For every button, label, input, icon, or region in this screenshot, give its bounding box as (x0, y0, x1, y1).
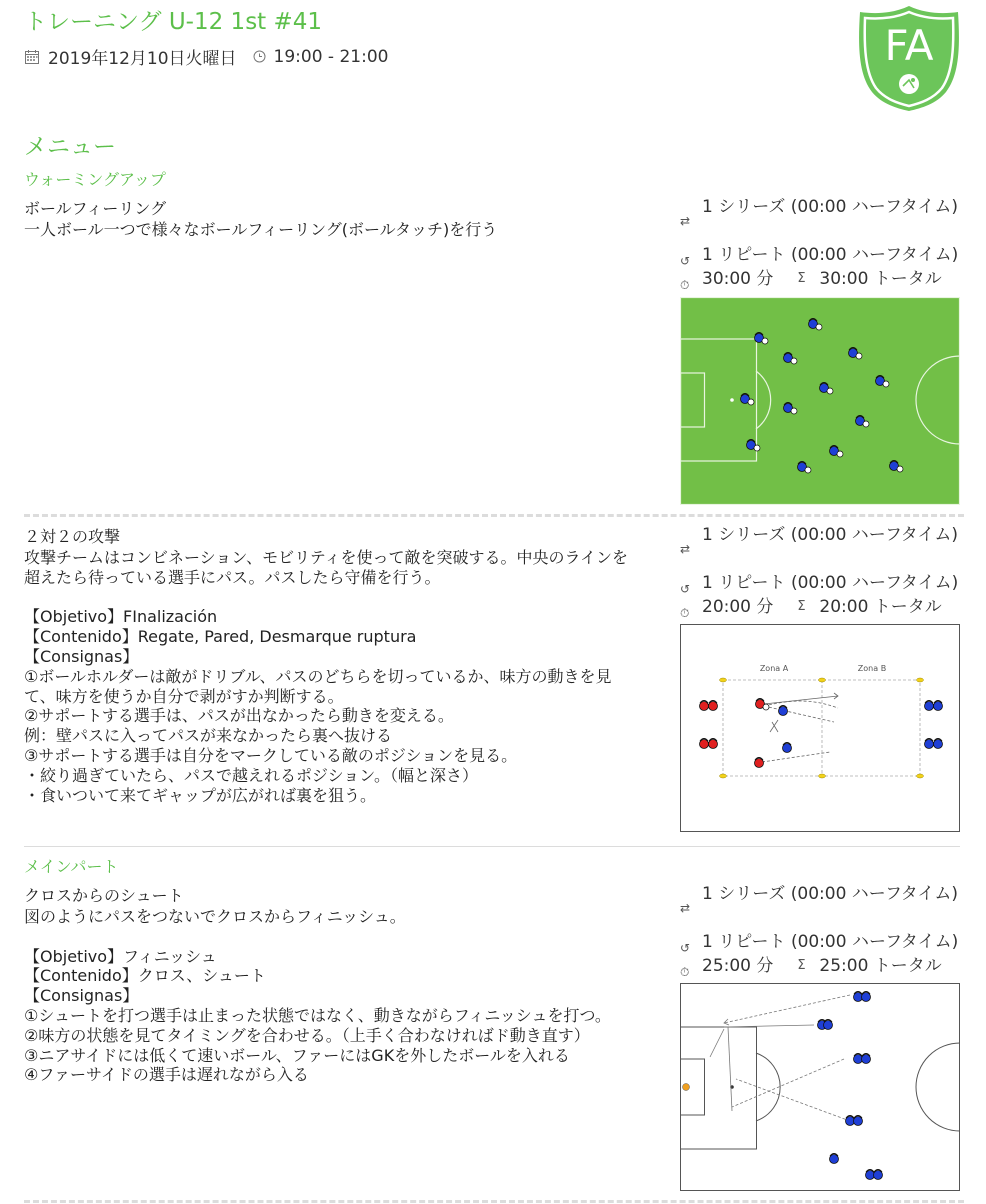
drill-title: ボールフィーリング (24, 199, 167, 218)
club-logo (856, 4, 962, 112)
drill-diagram (680, 297, 960, 505)
menu-heading: メニュー (24, 134, 116, 160)
player-marker (709, 739, 718, 749)
drill-total: 20:00 トータル (819, 597, 942, 617)
drill-diagram (680, 983, 960, 1191)
drill-duration: 20:00 分 (702, 597, 774, 617)
zone-a-label: Zona A (759, 664, 789, 673)
sigma-icon: Σ (797, 958, 806, 973)
player-marker (854, 1116, 863, 1126)
session-time: 19:00 - 21:00 (273, 46, 389, 67)
drill-duration: 25:00 分 (702, 956, 774, 976)
zone-b-label: Zona B (857, 664, 887, 673)
sigma-icon: Σ (797, 271, 806, 286)
player-marker (934, 701, 943, 711)
player-marker (700, 701, 709, 711)
player-marker (862, 992, 871, 1002)
drill-description: 図のようにパスをつないでクロスからフィニッシュ。 【Objetivo】フィニッシュ 【Contenido】クロス、シュート 【Consignas】 ①シュートを打つ選手は止まった状態ではなく、動きながらフィニッシュを打つ。 ②味方の状態を見てタイミングを合わせる。（上手く合わなければド動き直す） ③ニアサイドには低くて速いボール、ファーにはGKを外したボールを入れる ④ファーサイドの選手は遅れながら入る (24, 907, 611, 1085)
stopwatch-icon: ⏱ (680, 606, 690, 620)
drill-repeat: 1 リピート (00:00 ハーフタイム) (702, 245, 959, 265)
drill-stats (680, 524, 962, 620)
player-marker (700, 739, 709, 749)
drill-total: 25:00 トータル (819, 956, 942, 976)
player-marker (824, 1020, 833, 1030)
drill-stats (680, 883, 962, 979)
drill-title: ２対２の攻撃 (24, 527, 121, 546)
repeat-icon: ↺ (680, 941, 691, 955)
player-marker (925, 701, 934, 711)
repeat-icon: ↺ (680, 254, 691, 268)
session-meta (24, 44, 388, 69)
drill-separator (24, 1200, 964, 1203)
drill-series: 1 シリーズ (00:00 ハーフタイム) (702, 884, 959, 904)
drill-series: 1 シリーズ (00:00 ハーフタイム) (702, 525, 959, 545)
repeat-icon: ↺ (680, 582, 691, 596)
drill-repeat: 1 リピート (00:00 ハーフタイム) (702, 932, 959, 952)
drill-total: 30:00 トータル (819, 269, 942, 289)
drill-description: 一人ボール一つで様々なボールフィーリング(ボールタッチ)を行う (24, 220, 498, 239)
stopwatch-icon: ⏱ (680, 278, 690, 292)
player-marker (830, 1154, 839, 1164)
series-icon: ⇄ (680, 901, 691, 915)
clock-icon (253, 50, 266, 63)
drill-stats (680, 196, 962, 292)
player-marker (783, 743, 792, 753)
drill-diagram (680, 624, 960, 832)
player-marker (925, 739, 934, 749)
logo-text: FA (884, 21, 934, 70)
page-title: トレーニング U-12 1st #41 (24, 9, 323, 35)
stopwatch-icon: ⏱ (680, 965, 690, 979)
session-date: 2019年12月10日火曜日 (48, 49, 237, 69)
section-separator (24, 846, 960, 847)
sigma-icon: Σ (797, 599, 806, 614)
series-icon: ⇄ (680, 542, 691, 556)
series-icon: ⇄ (680, 214, 691, 228)
player-marker (709, 701, 718, 711)
player-marker (779, 706, 788, 716)
drill-separator (24, 514, 964, 517)
player-marker (934, 739, 943, 749)
drill-description: 攻撃チームはコンビネーション、モビリティを使って敵を突破する。中央のラインを超えたら待っている選手にパス。パスしたら守備を行う。 【Objetivo】FInalización 【Contenido】Regate, Pared, Desmarque ruptura 【Consignas】 ①ボールホルダーは敵がドリブル、パスのどちらを切っているか、味方の動きを見て、味方を使うか自分で剥がすか判断する。 ②サポートする選手は、パスが出なかったら動きを変える。 例：壁パスに入ってパスが来なかったら裏へ抜ける ③サポートする選手は自分をマークしている敵のポジションを見る。 ・絞り過ぎていたら、パスで越えれるポジション。（幅と深さ） ・食いついて来てギャップが広がれば裏を狙う。 (24, 548, 629, 805)
player-marker (862, 1054, 871, 1064)
section-heading-main: メインパート (24, 857, 119, 876)
calendar-icon (24, 49, 40, 65)
drill-title: クロスからのシュート (24, 886, 184, 905)
drill-series: 1 シリーズ (00:00 ハーフタイム) (702, 197, 959, 217)
section-heading-warmup: ウォーミングアップ (24, 170, 166, 189)
drill-duration: 30:00 分 (702, 269, 774, 289)
player-marker (874, 1170, 883, 1180)
drill-repeat: 1 リピート (00:00 ハーフタイム) (702, 573, 959, 593)
player-marker (755, 758, 764, 768)
